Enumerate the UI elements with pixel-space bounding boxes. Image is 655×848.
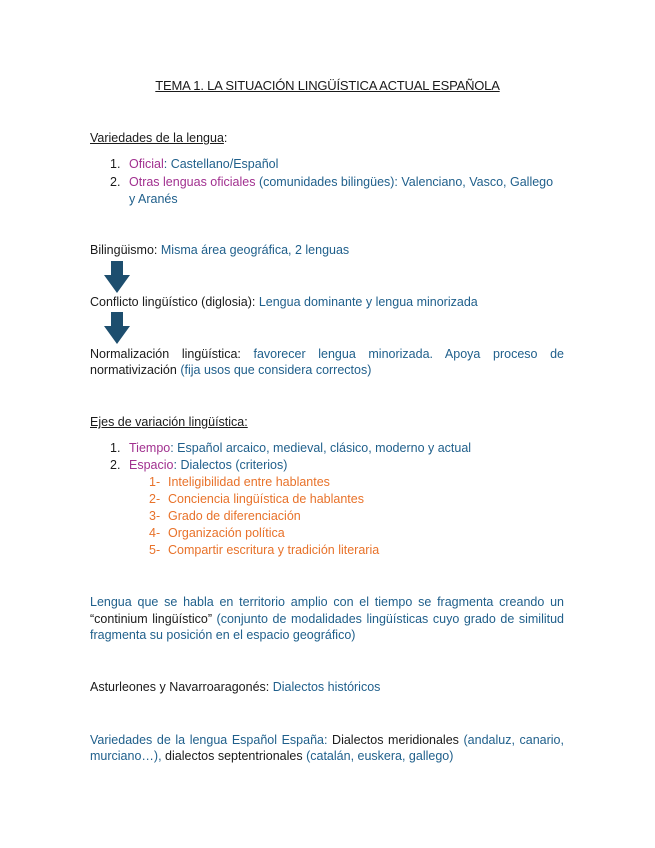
- meridionales-examples-cont: murciano…),: [90, 749, 166, 763]
- criterio-item: [149, 492, 364, 506]
- bilinguismo-label: Bilingüismo:: [90, 243, 161, 257]
- list-text: Español arcaico, medieval, clásico, moderno y actual: [177, 441, 472, 455]
- normalizacion-line-2: [90, 363, 371, 377]
- normalizacion-text: favorecer lengua minorizada. Apoya proceso de: [253, 347, 564, 361]
- criterio-text: Conciencia lingüística de hablantes: [168, 492, 364, 506]
- criterio-item: [149, 526, 285, 540]
- lengua-paragraph-line-1: Lengua que se habla en territorio amplio con el tiempo se fragmenta creando un: [90, 595, 564, 609]
- list-text: Dialectos (criterios): [180, 458, 288, 472]
- criterio-number: 1-: [149, 475, 161, 489]
- criterio-item: [149, 543, 379, 557]
- list-text-continuation: y Aranés: [129, 192, 178, 206]
- criterio-item: [149, 475, 330, 489]
- page-title: TEMA 1. LA SITUACIÓN LINGÜÍSTICA ACTUAL ESPAÑOLA: [155, 78, 500, 93]
- criterio-text: Inteligibilidad entre hablantes: [168, 475, 330, 489]
- dialectos-septentrionales: dialectos septentrionales: [165, 749, 307, 763]
- meridionales-examples: (andaluz, canario,: [463, 733, 564, 747]
- criterio-number: 4-: [149, 526, 161, 540]
- list-number: 2.: [110, 175, 121, 189]
- bilinguismo-text: Misma área geográfica, 2 lenguas: [160, 243, 350, 257]
- ejes-heading: Ejes de variación lingüística:: [90, 415, 248, 429]
- asturleones-text: Dialectos históricos: [272, 680, 381, 694]
- criterio-text: Organización política: [168, 526, 285, 540]
- normalizacion-line: [90, 346, 564, 363]
- dialectos-meridionales: Dialectos meridionales: [332, 733, 464, 747]
- variedades-espana-line-1: [90, 732, 564, 749]
- septentrionales-examples: (catalán, euskera, gallego): [306, 749, 454, 763]
- normalizacion-label: Normalización lingüística:: [90, 347, 254, 361]
- variedades-heading: [90, 131, 227, 145]
- list-number: 2.: [110, 458, 121, 472]
- list-label: Oficial: [129, 157, 164, 171]
- continium-definition: (conjunto de modalidades lingüísticas cuyo grado de similitud: [211, 612, 564, 626]
- list-item: [110, 157, 278, 171]
- lengua-paragraph-line-3: fragmenta su posición en el espacio geográfico): [90, 628, 356, 642]
- down-arrow-icon: [104, 312, 130, 344]
- list-sep: :: [173, 458, 181, 472]
- criterio-text: Compartir escritura y tradición literaria: [168, 543, 380, 557]
- bilinguismo-line: [90, 243, 349, 257]
- asturleones-label: Asturleones y Navarroaragonés:: [90, 680, 273, 694]
- list-label: Tiempo: [129, 441, 171, 455]
- down-arrow-icon: [104, 261, 130, 293]
- criterio-number: 2-: [149, 492, 161, 506]
- variedades-heading-text: Variedades de la lengua: [90, 131, 224, 145]
- list-text: Castellano/Español: [170, 157, 279, 171]
- list-sep: :: [170, 441, 178, 455]
- list-label: Otras lenguas oficiales: [129, 175, 256, 189]
- variedades-heading-colon: :: [223, 131, 228, 145]
- conflicto-line: [90, 295, 478, 309]
- lengua-paragraph-line-2: [90, 611, 564, 628]
- conflicto-label: Conflicto lingüístico (diglosia):: [90, 295, 259, 309]
- list-text: (comunidades bilingües): Valenciano, Vasco, Gallego: [258, 175, 554, 189]
- list-item: [110, 441, 471, 455]
- variedades-espana-label: Variedades de la lengua Español España:: [90, 733, 333, 747]
- list-label: Espacio: [129, 458, 174, 472]
- criterio-item: [149, 509, 301, 523]
- conflicto-text: Lengua dominante y lengua minorizada: [258, 295, 478, 309]
- criterio-text: Grado de diferenciación: [168, 509, 301, 523]
- criterio-number: 5-: [149, 543, 161, 557]
- normativizacion-label: normativización: [90, 363, 181, 377]
- list-number: 1.: [110, 157, 121, 171]
- variedades-espana-line-2: [90, 749, 453, 763]
- list-sep: :: [163, 157, 171, 171]
- list-item: [110, 458, 287, 472]
- list-number: 1.: [110, 441, 121, 455]
- asturleones-line: [90, 680, 380, 694]
- criterio-number: 3-: [149, 509, 161, 523]
- continium-quote: “continium lingüístico”: [90, 612, 212, 626]
- list-item: [110, 175, 553, 189]
- normativizacion-text: (fija usos que considera correctos): [180, 363, 372, 377]
